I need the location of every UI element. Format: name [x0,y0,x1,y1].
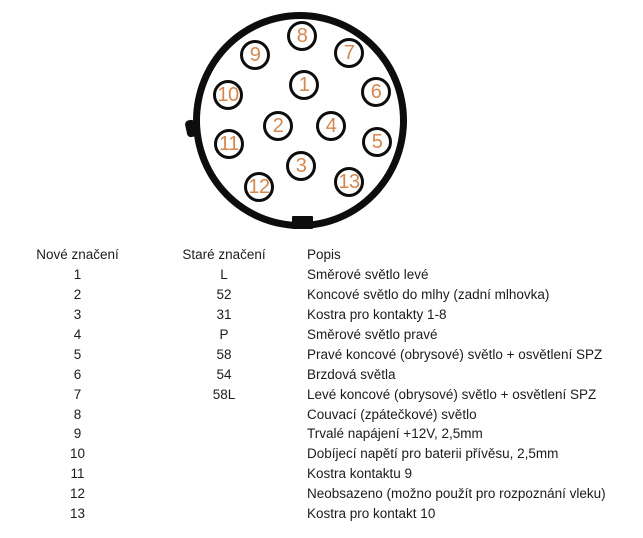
table-row-pin-4-c1: 4 [73,327,82,342]
pin-description-table [0,245,643,523]
pin-10: 10 [213,80,243,110]
table-row-pin-11 [0,464,643,484]
table-row-pin-1 [0,265,643,285]
table-row-pin-1-c2: L [220,267,228,283]
connector-bottom-key-notch [292,216,313,229]
table-row-pin-5-c2: 58 [216,346,232,362]
table-header-row-c3: Popis [307,247,341,263]
table-row-pin-11-c3: Kostra kontaktu 9 [307,466,413,482]
table-row-pin-8-c1: 8 [73,406,82,422]
table-row-pin-7-c1: 7 [73,386,82,402]
table-row-pin-13-c1: 13 [69,506,86,522]
table-row-pin-2-c3: Koncové světlo do mlhy (zadní mlhovka) [307,287,550,303]
table-row-pin-1-c1: 1 [73,267,82,283]
table-row-pin-6 [0,364,643,384]
pin-12: 12 [244,172,274,202]
pin-2: 2 [263,111,293,141]
table-row-pin-12-c1: 12 [69,486,86,502]
table-header-row [0,245,643,265]
table-row-pin-2-c2: 52 [216,287,232,303]
table-row-pin-5-c3: Pravé koncové (obrysové) světlo + osvětlení SPZ [307,346,603,362]
table-header-row-c2: Staré značení [182,247,266,263]
table-row-pin-6-c2: 54 [216,366,232,382]
table-row-pin-7-c2: 58L [212,386,236,402]
pin-11: 11 [214,129,244,159]
table-row-pin-12-c3: Neobsazeno (možno použít pro rozpoznání vleku) [307,486,606,502]
table-row-pin-13-c3: Kostra pro kontakt 10 [307,506,436,522]
table-row-pin-4-c2: P [219,327,229,342]
pin-9: 9 [240,40,270,70]
table-row-pin-4-c3: Směrové světlo pravé [307,327,438,342]
pin-4: 4 [316,111,346,141]
table-row-pin-9-c3: Trvalé napájení +12V, 2,5mm [307,426,483,442]
pin-5: 5 [362,127,392,157]
table-row-pin-3-c2: 31 [216,307,232,323]
table-row-pin-3-c1: 3 [73,307,82,323]
table-row-pin-4 [0,325,643,345]
table-row-pin-8 [0,404,643,424]
table-row-pin-10 [0,444,643,464]
table-row-pin-8-c3: Couvací (zpátečkové) světlo [307,406,477,422]
table-row-pin-9-c1: 9 [73,426,82,442]
table-row-pin-7-c3: Levé koncové (obrysové) světlo + osvětlení SPZ [307,386,597,402]
table-row-pin-3-c3: Kostra pro kontakty 1-8 [307,307,447,323]
table-row-pin-7 [0,384,643,404]
table-row-pin-5 [0,344,643,364]
table-row-pin-6-c1: 6 [73,366,82,382]
table-row-pin-5-c1: 5 [73,346,82,362]
table-row-pin-11-c1: 11 [70,466,85,482]
table-row-pin-10-c3: Dobíjecí napětí pro baterii přívěsu, 2,5mm [307,446,559,462]
pin-13: 13 [334,167,364,197]
table-row-pin-10-c1: 10 [69,446,86,462]
pin-1: 1 [289,70,319,100]
pin-7: 7 [334,38,364,68]
table-row-pin-9 [0,424,643,444]
pin-8: 8 [287,21,317,51]
table-header-row-c1: Nové značení [36,247,119,263]
pin-6: 6 [361,77,391,107]
table-row-pin-13 [0,504,643,524]
table-row-pin-2 [0,285,643,305]
table-row-pin-3 [0,305,643,325]
table-row-pin-2-c1: 2 [73,287,82,303]
table-row-pin-1-c3: Směrové světlo levé [307,267,429,283]
pin-3: 3 [286,151,316,181]
table-row-pin-6-c3: Brzdová světla [307,366,396,382]
table-row-pin-12 [0,484,643,504]
